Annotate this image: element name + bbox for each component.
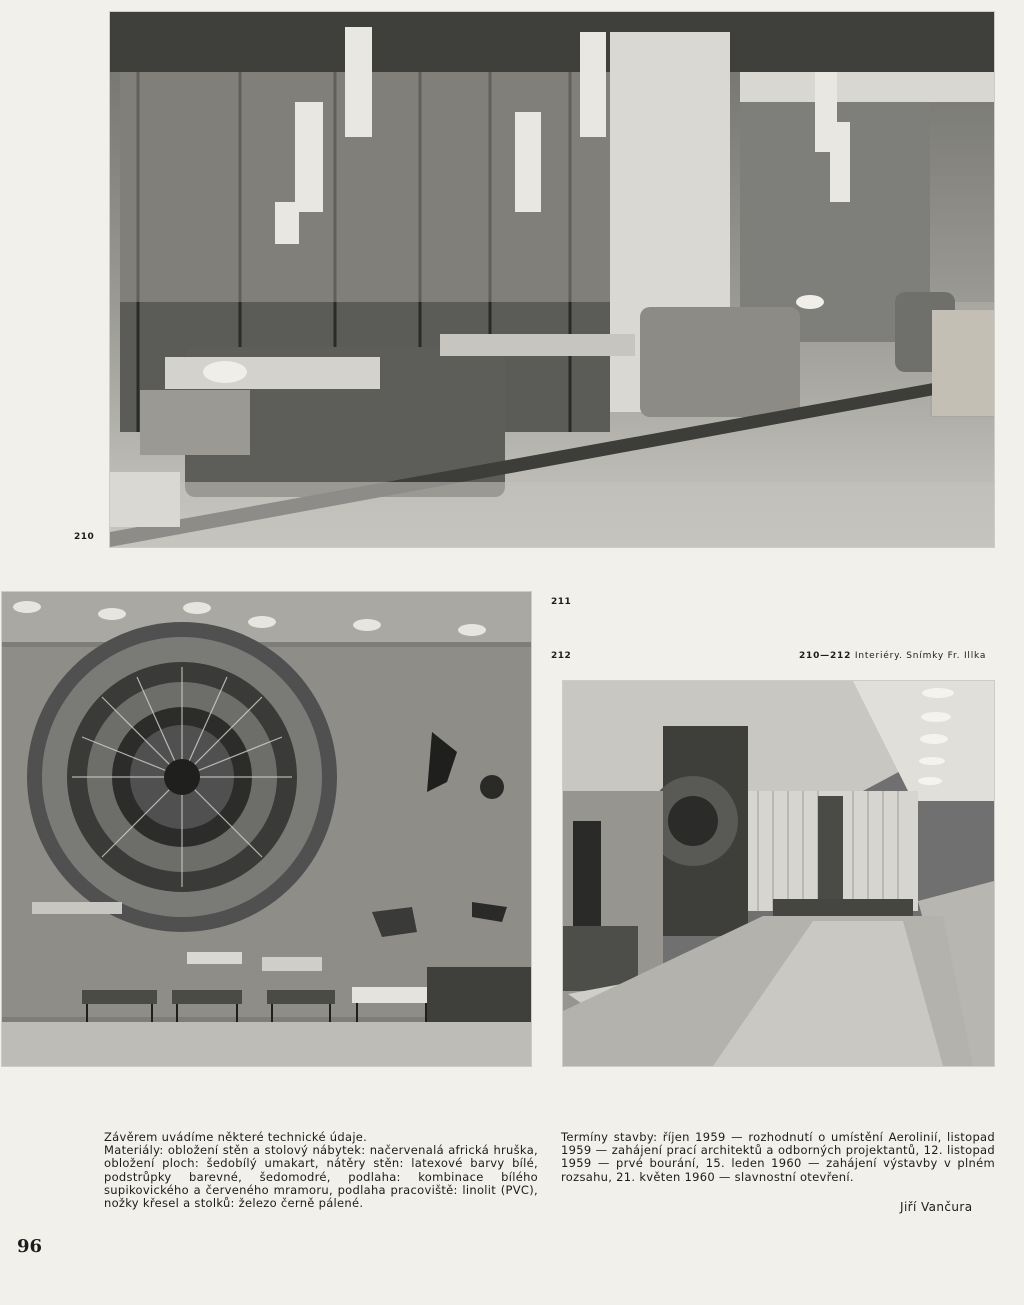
figure-number-211: 211 — [551, 597, 572, 607]
paragraph-materials: Materiály: obložení stěn a stolový nábytek: načervenalá africká hruška, obložení ploch: šedobílý umakart, nátěry stěn: latexové barvy bílé, podstrůpky barevné, šedomodré, podlaha: kombinace bílého supikovického a červeného mramoru, podlaha pracoviště: linolit (PVC), nožky křesel a stolků: železo černě pálené. — [104, 1143, 538, 1211]
paragraph-terms: Termíny stavby: říjen 1959 — rozhodnutí o umístění Aerolinií, listopad 1959 — zahájení prací architektů a odborných projektantů, 12. listopad 1959 — prvé bourání, 15. leden 1960 — zahájení výstavby v plném rozsahu, 21. květen 1960 — slavnostní otevření. — [561, 1130, 995, 1184]
text-column-left — [104, 1131, 538, 1210]
page-number: 96 — [17, 1236, 43, 1257]
figure-number-212: 212 — [551, 651, 572, 661]
author-signature: Jiří Vančura — [900, 1200, 973, 1214]
figure-caption — [799, 651, 986, 661]
photo-211-image — [2, 592, 531, 1066]
figure-number-210: 210 — [74, 532, 95, 542]
caption-text: Interiéry. Snímky Fr. Illka — [854, 651, 987, 661]
text-column-right — [561, 1131, 995, 1184]
photo-210-image — [110, 12, 994, 547]
caption-range: 210—212 — [799, 651, 852, 661]
photo-212 — [563, 681, 994, 1066]
paragraph-intro: Závěrem uvádíme některé technické údaje. — [104, 1130, 368, 1144]
photo-210 — [110, 12, 994, 547]
photo-211 — [2, 592, 531, 1066]
photo-212-image — [563, 681, 994, 1066]
